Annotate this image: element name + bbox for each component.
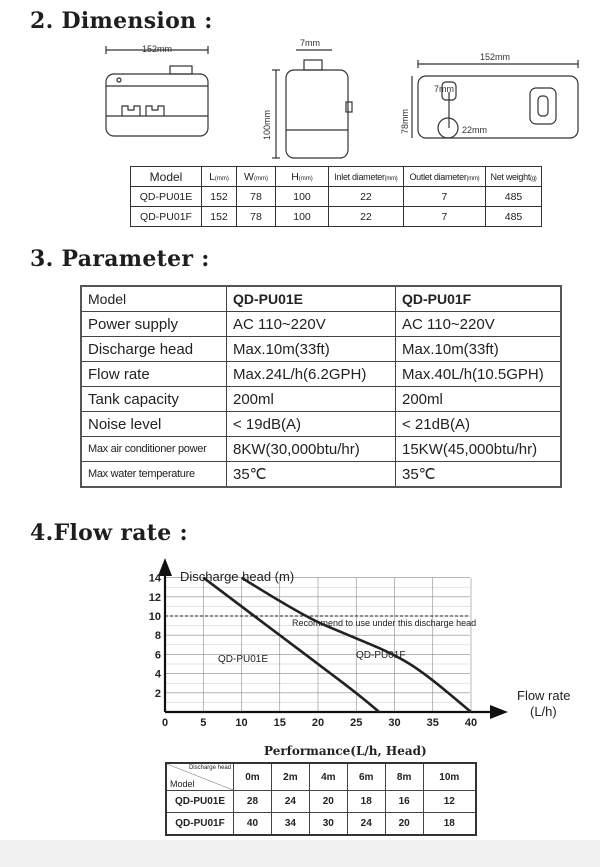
- table-cell: 78: [237, 187, 276, 207]
- table-cell: 24: [271, 791, 309, 813]
- y-tick-label: 12: [148, 591, 161, 604]
- x-tick-label: 5: [200, 717, 207, 729]
- dim-header-w: W(mm): [237, 167, 276, 187]
- table-row: [81, 337, 561, 362]
- table-cell: 30: [309, 813, 347, 836]
- table-row: [81, 387, 561, 412]
- top-view-drawing: [412, 60, 578, 138]
- model-cell: QD-PU01F: [166, 813, 234, 836]
- series-label-f: QD-PU01F: [356, 650, 406, 661]
- head-cell: 6m: [347, 763, 385, 791]
- param-header-model: Model: [81, 286, 227, 312]
- page-footer-band: [0, 840, 600, 867]
- param-value: 35℃: [227, 462, 396, 488]
- chart-xlabel-unit: (L/h): [530, 704, 557, 719]
- table-cell: 485: [486, 207, 542, 227]
- table-cell: QD-PU01E: [131, 187, 202, 207]
- table-cell: 16: [385, 791, 423, 813]
- x-tick-label: 15: [273, 717, 286, 729]
- x-tick-label: 10: [235, 717, 248, 729]
- table-cell: 20: [385, 813, 423, 836]
- table-cell: 7: [403, 207, 485, 227]
- table-cell: 7: [403, 187, 485, 207]
- top-height-label: 78mm: [400, 108, 410, 134]
- head-cell: 8m: [385, 763, 423, 791]
- x-tick-label: 20: [311, 717, 325, 729]
- param-value: Max.10m(33ft): [227, 337, 396, 362]
- dim-header-weight: Net weight(g): [486, 167, 542, 187]
- param-label: Tank capacity: [81, 387, 227, 412]
- x-tick-label: 0: [161, 717, 169, 729]
- model-cell: QD-PU01E: [166, 791, 234, 813]
- table-cell: 18: [423, 813, 476, 836]
- param-label: Power supply: [81, 312, 227, 337]
- table-cell: 22: [329, 187, 404, 207]
- param-value: 200ml: [227, 387, 396, 412]
- top-outlet-label: 7mm: [434, 84, 454, 94]
- dimension-header-row: [131, 167, 542, 187]
- table-cell: 100: [276, 207, 329, 227]
- table-row: [166, 791, 476, 813]
- table-cell: 78: [237, 207, 276, 227]
- table-cell: 22: [329, 207, 404, 227]
- y-tick-label: 14: [148, 572, 161, 585]
- parameter-header-row: [81, 286, 561, 312]
- param-value: 35℃: [396, 462, 562, 488]
- param-header-f: QD-PU01F: [396, 286, 562, 312]
- dim-header-model: Model: [131, 167, 202, 187]
- head-cell: 2m: [271, 763, 309, 791]
- table-cell: 100: [276, 187, 329, 207]
- x-tick-label: 40: [464, 717, 478, 729]
- table-cell: 485: [486, 187, 542, 207]
- table-cell: 28: [234, 791, 272, 813]
- dim-header-outlet: Outlet diameter(mm): [403, 167, 485, 187]
- param-value: 8KW(30,000btu/hr): [227, 437, 396, 462]
- param-value: 15KW(45,000btu/hr): [396, 437, 562, 462]
- top-inlet-label: 22mm: [462, 125, 488, 135]
- head-cell: 0m: [234, 763, 272, 791]
- side-height-label: 100mm: [262, 109, 272, 140]
- performance-title: Performance(L/h, Head): [264, 744, 427, 758]
- performance-table: [165, 762, 477, 836]
- chart-annotation: Recommend to use under this discharge head: [292, 618, 477, 628]
- table-cell: 152: [202, 207, 237, 227]
- series-label-e: QD-PU01E: [218, 654, 269, 665]
- param-label: Max water temperature: [81, 462, 227, 488]
- section-title-parameter: 3. Parameter :: [30, 246, 210, 272]
- table-row: [81, 412, 561, 437]
- table-row: [81, 462, 561, 488]
- dim-header-inlet: Inlet diameter(mm): [329, 167, 404, 187]
- param-value: 200ml: [396, 387, 562, 412]
- param-label: Discharge head: [81, 337, 227, 362]
- parameter-table: [80, 285, 562, 488]
- dimension-table: [130, 166, 542, 227]
- param-value: Max.24L/h(6.2GPH): [227, 362, 396, 387]
- dim-header-l: L(mm): [202, 167, 237, 187]
- y-tick-label: 6: [154, 649, 161, 662]
- y-tick-label: 2: [154, 687, 161, 700]
- param-value: < 21dB(A): [396, 412, 562, 437]
- table-row: [131, 187, 542, 207]
- table-row: [131, 207, 542, 227]
- x-tick-label: 35: [426, 717, 439, 729]
- param-value: AC 110~220V: [396, 312, 562, 337]
- table-cell: QD-PU01F: [131, 207, 202, 227]
- head-cell: 4m: [309, 763, 347, 791]
- top-width-label: 152mm: [479, 52, 511, 62]
- front-view-drawing: [106, 46, 208, 136]
- param-value: < 19dB(A): [227, 412, 396, 437]
- table-row: [166, 813, 476, 836]
- corner-top-label: Discharge head: [188, 765, 231, 771]
- y-tick-label: 10: [148, 611, 161, 623]
- section-title-flow-rate: 4.Flow rate :: [30, 520, 188, 546]
- table-cell: 12: [423, 791, 476, 813]
- corner-bottom-label: Model: [170, 779, 195, 789]
- param-value: Max.10m(33ft): [396, 337, 562, 362]
- side-view-drawing: [272, 50, 352, 158]
- front-width-label: 152mm: [141, 44, 173, 54]
- performance-corner: [166, 763, 234, 791]
- head-cell: 10m: [423, 763, 476, 791]
- table-cell: 18: [347, 791, 385, 813]
- dim-header-h: H(mm): [276, 167, 329, 187]
- table-cell: 152: [202, 187, 237, 207]
- side-top-label: 7mm: [300, 38, 320, 48]
- section-title-dimension: 2. Dimension :: [30, 8, 213, 34]
- table-row: [81, 362, 561, 387]
- table-row: [81, 312, 561, 337]
- x-tick-label: 25: [350, 717, 363, 729]
- chart-xlabel: Flow rate: [517, 688, 571, 703]
- table-cell: 34: [271, 813, 309, 836]
- param-value: Max.40L/h(10.5GPH): [396, 362, 562, 387]
- flow-rate-chart: [0, 552, 600, 732]
- x-axis-arrow: [490, 705, 508, 719]
- param-label: Flow rate: [81, 362, 227, 387]
- performance-header-row: [166, 763, 476, 791]
- table-cell: 40: [234, 813, 272, 836]
- table-cell: 24: [347, 813, 385, 836]
- param-header-e: QD-PU01E: [227, 286, 396, 312]
- table-cell: 20: [309, 791, 347, 813]
- y-tick-label: 8: [154, 630, 161, 643]
- param-label: Max air conditioner power: [81, 437, 227, 462]
- x-tick-label: 30: [388, 717, 401, 729]
- param-label: Noise level: [81, 412, 227, 437]
- table-row: [81, 437, 561, 462]
- param-value: AC 110~220V: [227, 312, 396, 337]
- y-tick-label: 4: [154, 668, 161, 681]
- chart-ylabel: Discharge head (m): [180, 569, 295, 584]
